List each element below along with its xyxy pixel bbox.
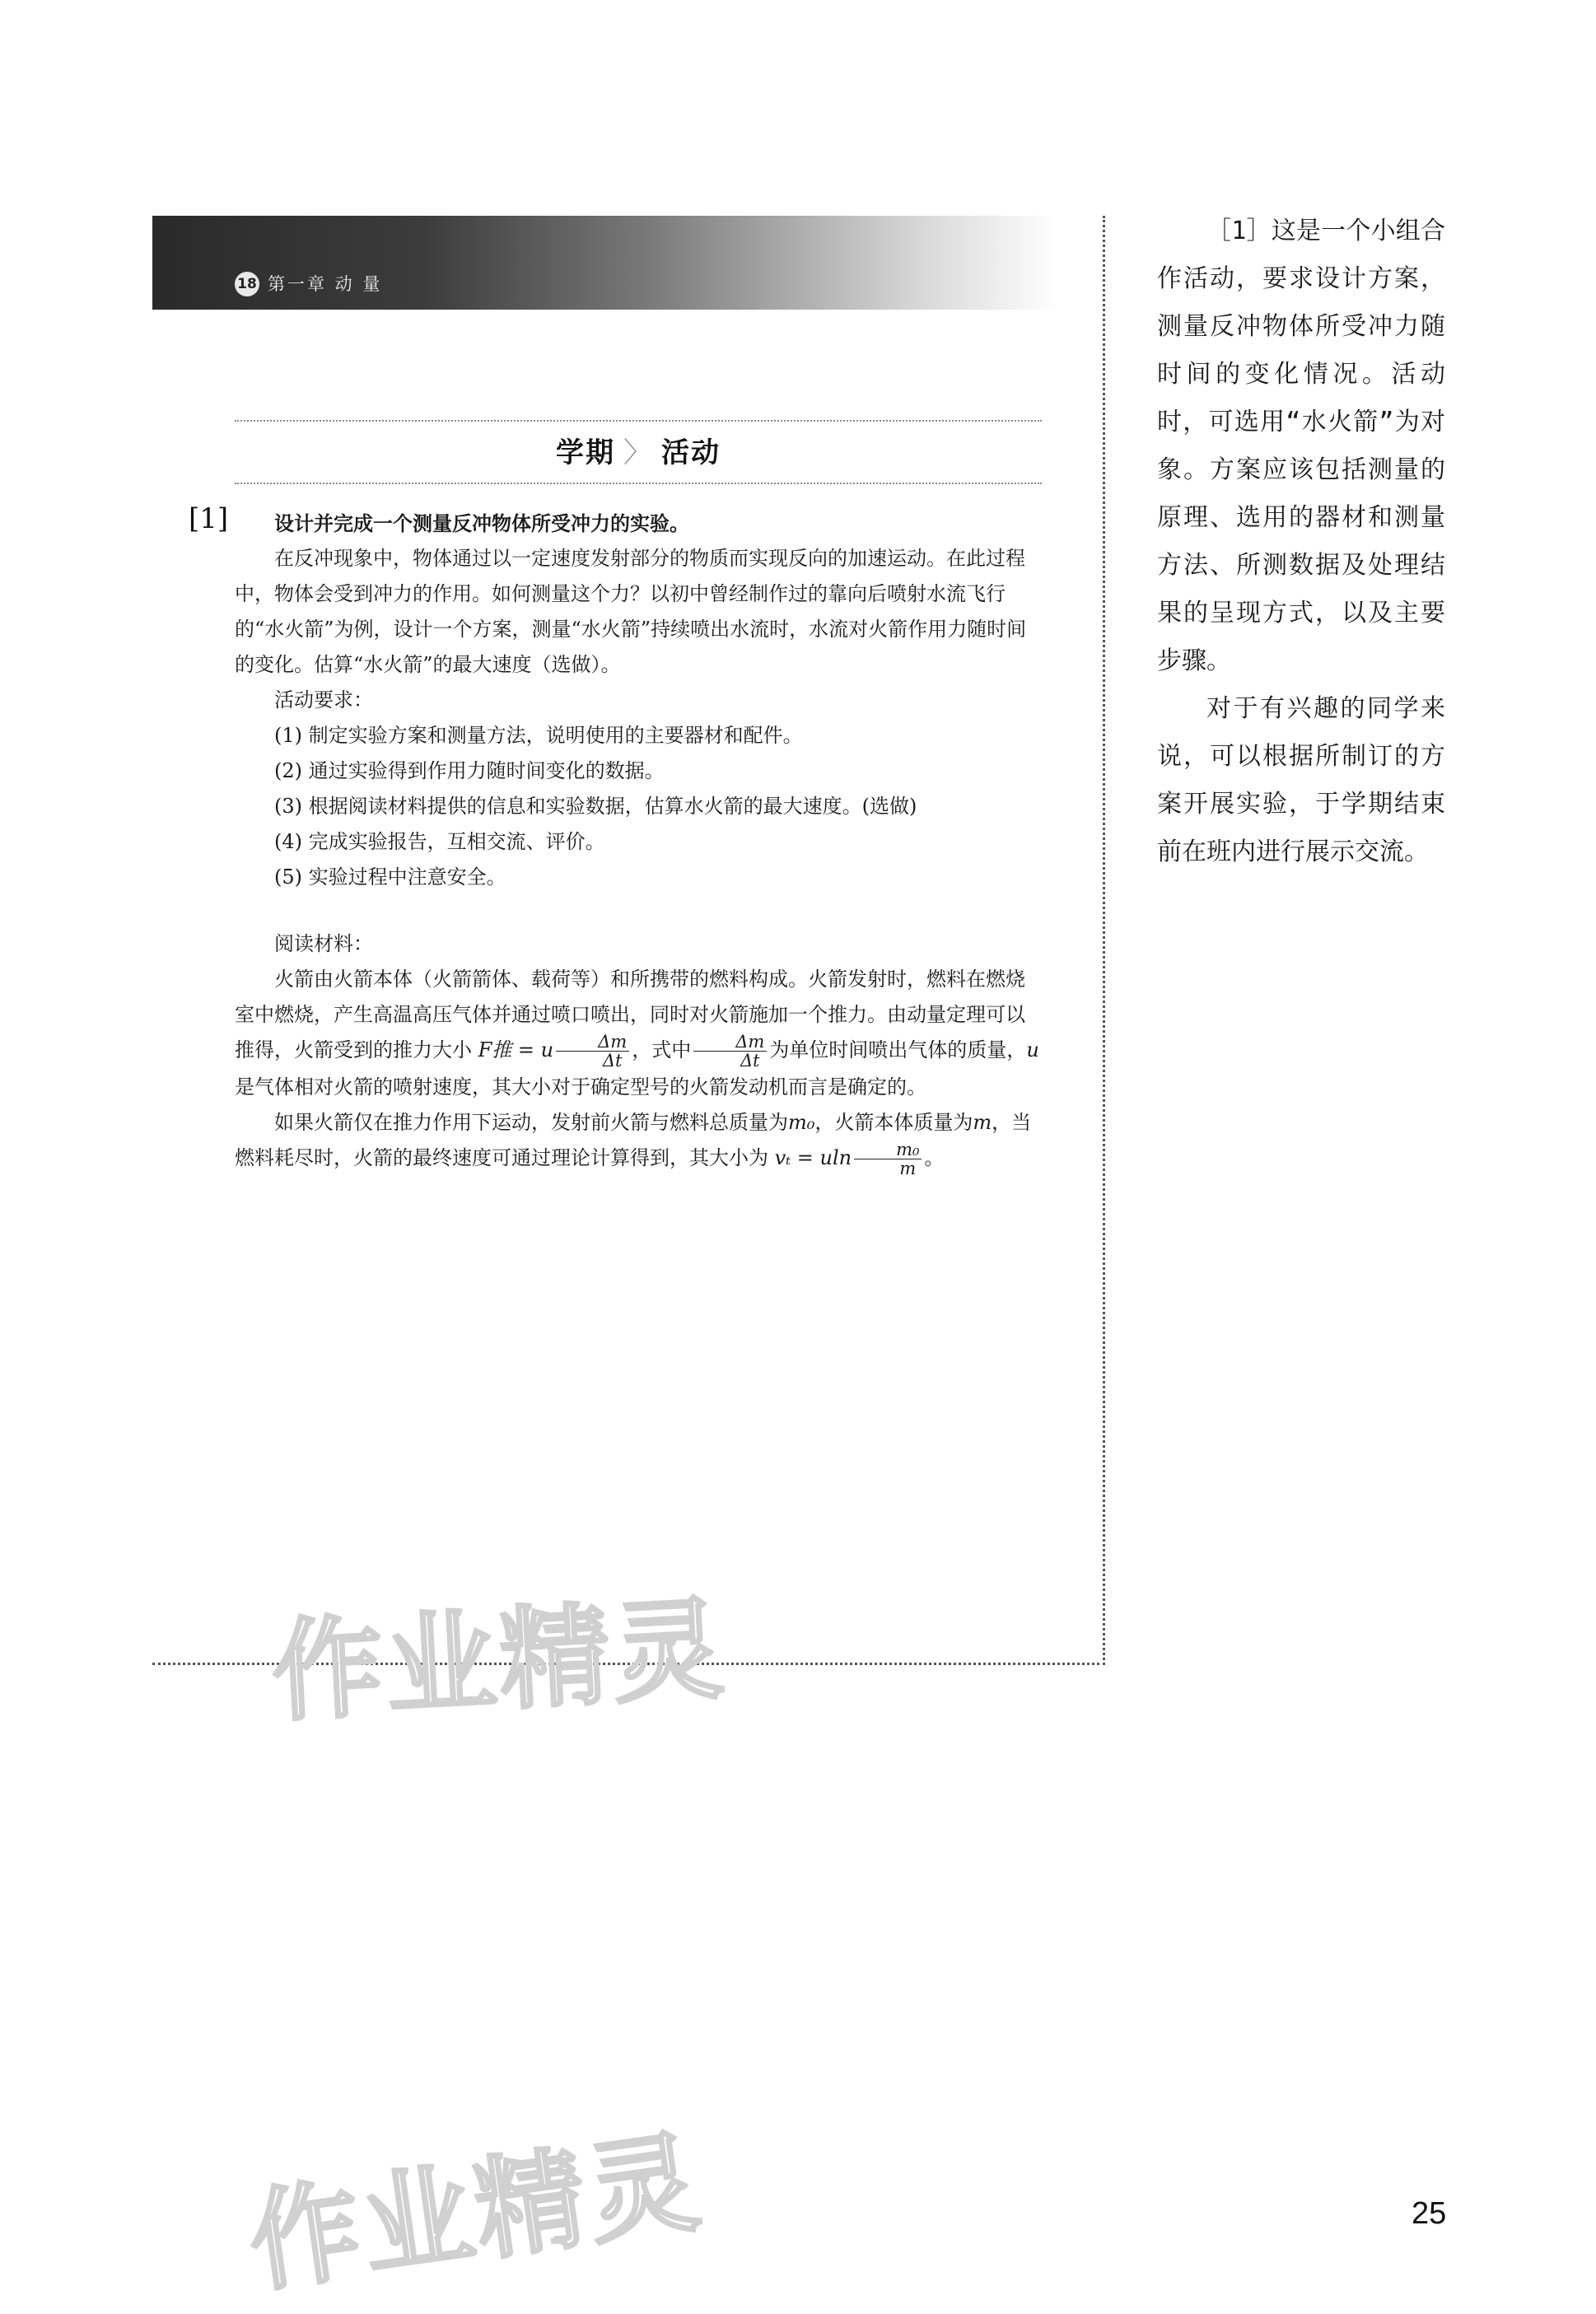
thrust-formula: F推 = u	[478, 1038, 554, 1061]
requirement-item: (5) 实验过程中注意安全。	[274, 865, 506, 889]
spacer	[235, 895, 1042, 926]
note-marker: [1]	[189, 502, 229, 535]
reading-text: ，当燃料耗尽时，火箭的最终速度可通过理论计算得到，其大小为	[235, 1111, 1032, 1169]
section-header	[235, 420, 1042, 486]
scanned-inner-page	[152, 216, 1105, 1665]
requirement-item: (2) 通过实验得到作用力随时间变化的数据。	[274, 759, 665, 782]
fraction-numerator: Δm	[556, 1033, 629, 1052]
section-rule-bottom	[235, 483, 1042, 484]
requirements-heading: 活动要求：	[274, 688, 373, 711]
chapter-title: 第一章 动 量	[268, 274, 383, 294]
reading-paragraph-2	[235, 1105, 1042, 1178]
fraction-dm-dt	[693, 1033, 767, 1070]
fraction-numerator: Δm	[693, 1033, 767, 1052]
fraction-denominator: Δt	[740, 1051, 760, 1071]
activity-body	[235, 506, 1042, 1178]
page-number: 25	[1412, 2196, 1447, 2231]
side-note-paragraph-1: ［1］这是一个小组合作活动，要求设计方案，测量反冲物体所受冲力随时间的变化情况。活动时，可选用“水火箭”为对象。方案应该包括测量的原理、选用的器材和测量方法、所测数据及处理结果的呈现方式，以及主要步骤。	[1157, 217, 1445, 675]
reading-paragraph-1	[235, 962, 1042, 1105]
reading-text: 火箭由火箭本体（火箭箭体、载荷等）和所携带的燃料构成。火箭发射时，燃料在燃烧室中燃烧，产生高温高压气体并通过喷口喷出，同时对火箭施加一个推力。由动量定理可以推得，火箭受到的推力大小	[235, 968, 1025, 1061]
reading-heading: 阅读材料：	[274, 932, 373, 955]
side-note-paragraph-2: 对于有兴趣的同学来说，可以根据所制订的方案开展实验，于学期结束前在班内进行展示交流。	[1157, 694, 1445, 866]
section-title-left: 学期	[556, 436, 615, 469]
section-title	[235, 430, 1042, 476]
reading-text: 如果火箭仅在推力作用下运动，发射前火箭与燃料总质量为	[274, 1111, 788, 1134]
side-note	[1157, 208, 1445, 876]
reading-text: 。	[924, 1146, 945, 1169]
variable-m0: m₀	[788, 1111, 815, 1134]
fraction-numerator: m₀	[854, 1141, 922, 1159]
velocity-formula: vₜ = uln	[774, 1146, 852, 1169]
section-rule-top	[235, 420, 1042, 422]
fraction-denominator: Δt	[602, 1051, 623, 1071]
reading-text: 为单位时间喷出气体的质量，	[769, 1038, 1027, 1061]
chapter-page-badge: 18	[235, 272, 259, 296]
reading-text: 是气体相对火箭的喷射速度，其大小对于确定型号的火箭发动机而言是确定的。	[235, 1075, 926, 1099]
fraction-m0-m	[854, 1141, 922, 1178]
requirement-item: (3) 根据阅读材料提供的信息和实验数据，估算水火箭的最大速度。(选做)	[274, 795, 917, 818]
reading-text: ，火箭本体质量为	[814, 1111, 973, 1134]
task-statement: 设计并完成一个测量反冲物体所受冲力的实验。	[274, 511, 689, 535]
variable-m: m	[973, 1111, 992, 1134]
watermark: 作业精灵	[268, 1584, 730, 1738]
intro-paragraph: 在反冲现象中，物体通过以一定速度发射部分的物质而实现反向的加速运动。在此过程中，物体会受到冲力的作用。如何测量这个力？以初中曾经制作过的靠向后喷射水流飞行的“水火箭”为例，设计一个方案，测量“水火箭”持续喷出水流时，水流对火箭作用力随时间的变化。估算“水火箭”的最大速度（选做）。	[235, 547, 1027, 676]
reading-text: ，式中	[632, 1038, 692, 1061]
section-title-separator-icon: 〉	[623, 436, 653, 469]
requirement-item: (4) 完成实验报告，互相交流、评价。	[274, 830, 605, 853]
section-title-right: 活动	[661, 436, 721, 469]
requirement-item: (1) 制定实验方案和测量方法，说明使用的主要器材和配件。	[274, 724, 803, 747]
variable-u: u	[1026, 1038, 1039, 1061]
chapter-banner	[152, 216, 1058, 310]
fraction-denominator: m	[899, 1159, 917, 1178]
fraction-dm-dt	[556, 1033, 629, 1070]
watermark: 作业精灵	[241, 2117, 710, 2308]
